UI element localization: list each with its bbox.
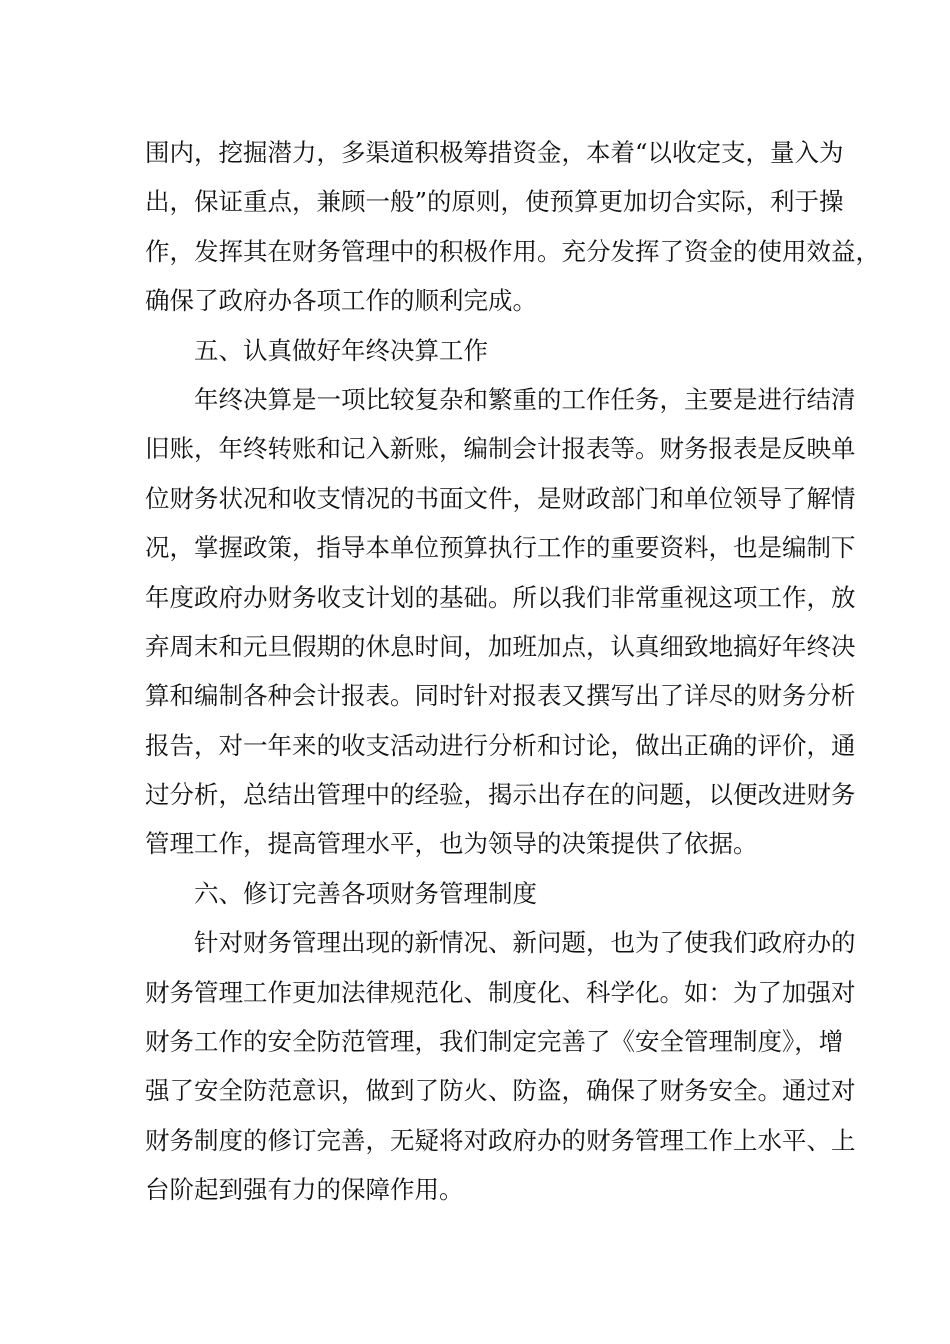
text-line: 算和编制各种会计报表。同时针对报表又撰写出了详尽的财务分析 <box>145 681 856 711</box>
text-line: 年终决算是一项比较复杂和繁重的工作任务，主要是进行结清 <box>194 384 856 414</box>
text-line: 确保了政府办各项工作的顺利完成。 <box>145 286 537 316</box>
text-line: 台阶起到强有力的保障作用。 <box>145 1175 464 1205</box>
text-line: 位财务状况和收支情况的书面文件，是财政部门和单位领导了解情 <box>145 483 856 513</box>
text-line: 年度政府办财务收支计划的基础。所以我们非常重视这项工作，放 <box>145 582 856 612</box>
text-line: 出，保证重点，兼顾一般”的原则，使预算更加切合实际，利于操 <box>145 187 844 217</box>
text-line: 作，发挥其在财务管理中的积极作用。充分发挥了资金的使用效益， <box>145 236 880 266</box>
text-line: 旧账，年终转账和记入新账，编制会计报表等。财务报表是反映单 <box>145 434 856 464</box>
text-line: 财务制度的修订完善，无疑将对政府办的财务管理工作上水平、上 <box>145 1125 856 1155</box>
document-body <box>145 128 880 1215</box>
text-line: 五、认真做好年终决算工作 <box>194 335 488 365</box>
text-line: 过分析，总结出管理中的经验，揭示出存在的问题，以便改进财务 <box>145 780 856 810</box>
text-line: 报告，对一年来的收支活动进行分析和讨论，做出正确的评价，通 <box>145 730 856 760</box>
text-line: 弃周末和元旦假期的休息时间，加班加点，认真细致地搞好年终决 <box>145 631 856 661</box>
text-line: 财务工作的安全防范管理，我们制定完善了《安全管理制度》，增 <box>145 1027 844 1057</box>
text-line: 管理工作，提高管理水平，也为领导的决策提供了依据。 <box>145 829 758 859</box>
text-line: 六、修订完善各项财务管理制度 <box>194 878 537 908</box>
text-line: 强了安全防范意识，做到了防火、防盗，确保了财务安全。通过对 <box>145 1076 856 1106</box>
text-line: 围内，挖掘潜力，多渠道积极筹措资金，本着“以收定支，量入为 <box>145 138 844 167</box>
text-line: 针对财务管理出现的新情况、新问题，也为了使我们政府办的 <box>194 928 856 958</box>
text-line: 财务管理工作更加法律规范化、制度化、科学化。如：为了加强对 <box>145 977 856 1007</box>
text-line: 况，掌握政策，指导本单位预算执行工作的重要资料，也是编制下 <box>145 533 856 563</box>
